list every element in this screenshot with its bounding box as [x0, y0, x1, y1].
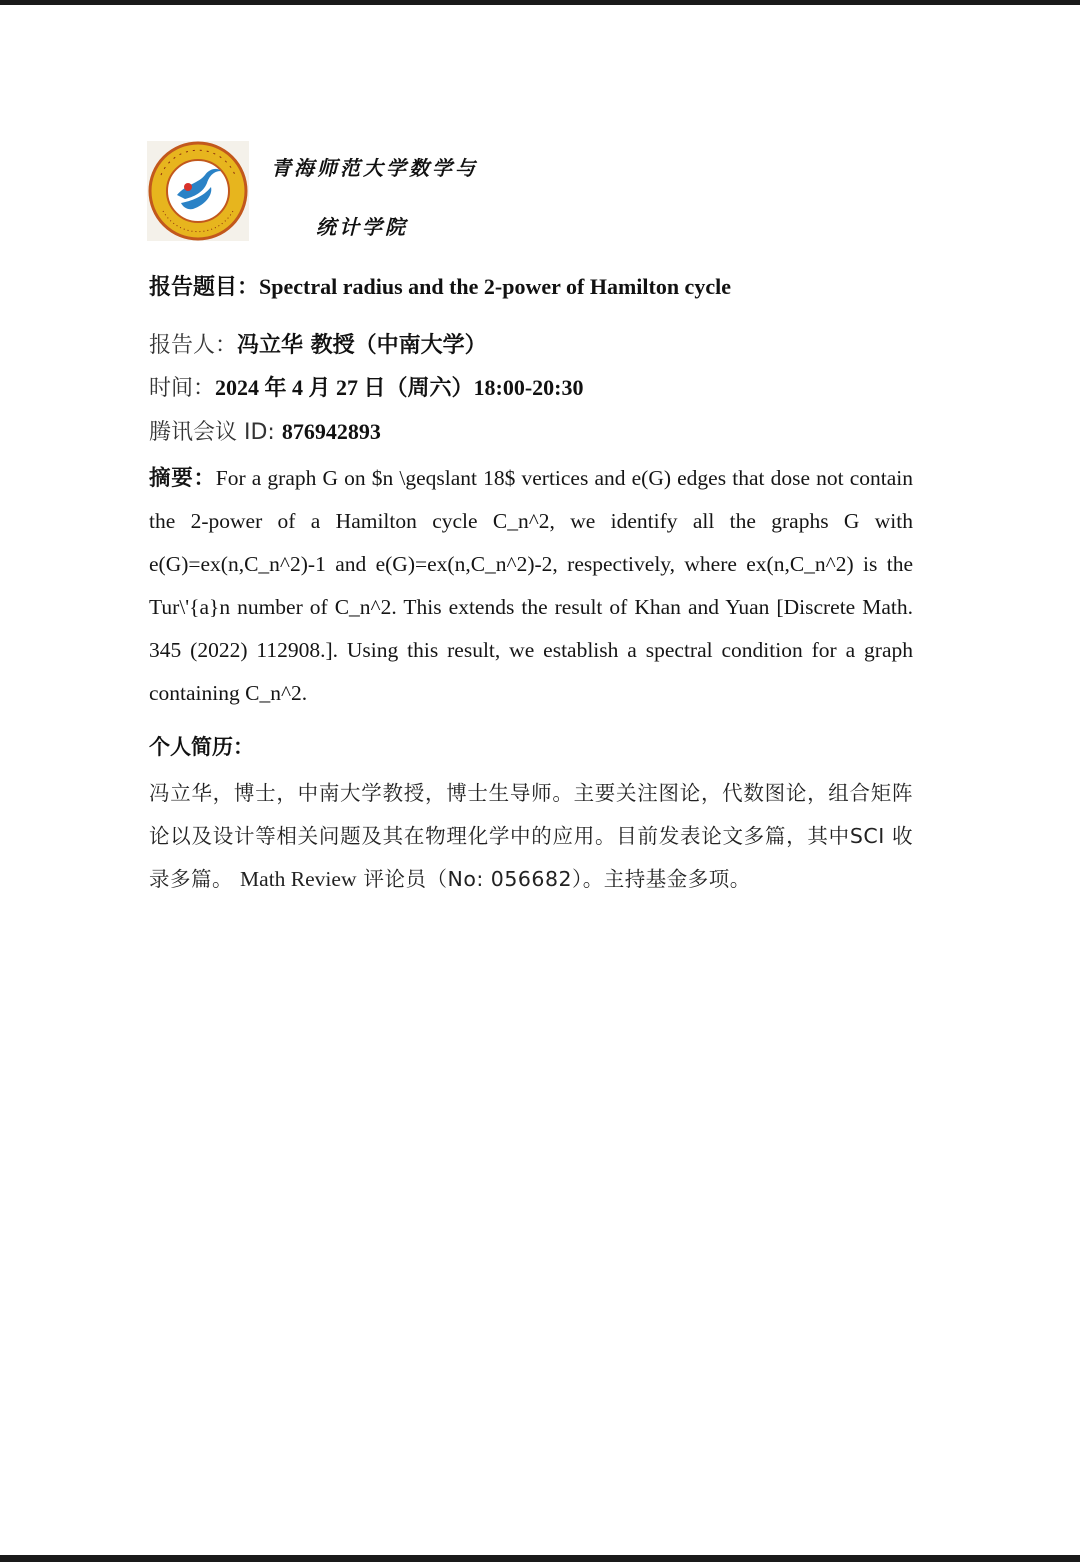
report-title: [149, 270, 731, 301]
institution-name-line1: 青海师范大学数学与: [271, 156, 478, 180]
speaker-label: 报告人：: [149, 333, 238, 358]
meeting-line: [149, 415, 381, 446]
time-value: 2024 年 4 月 27 日（周六）18:00-20:30: [215, 375, 584, 400]
bottom-border: [0, 1555, 1080, 1562]
time-line: [149, 371, 584, 402]
time-label: 时间：: [149, 376, 216, 401]
speaker-line: [149, 328, 487, 359]
speaker-value: 冯立华 教授（中南大学）: [237, 333, 487, 358]
bio-part2: Math Review: [240, 867, 357, 891]
top-border: [0, 0, 1080, 5]
abstract-text: For a graph G on $n \geqslant 18$ vertices and e(G) edges that dose not contain the 2-power of a Hamilton cycle C_n^2, we identify all the graphs G with e(G)=ex(n,C_n^2)-1 and e(G)=ex(n,C_n^2)-2, respectively, where ex(n,C_n^2) is the Tur\'{a}n number of C_n^2. This extends the result of Khan and Yuan [Discrete Math. 345 (2022) 112908.]. Using this result, we establish a spectral condition for a graph containing C_n^2.: [149, 466, 913, 705]
abstract: [149, 457, 913, 715]
bio-text: [149, 772, 913, 901]
university-logo: [147, 141, 249, 241]
abstract-label: 摘要：: [149, 466, 216, 491]
bio-part1: 冯立华，博士，中南大学教授，博士生导师。主要关注图论，代数图论，组合矩阵论以及设计等相关问题及其在物理化学中的应用。目前发表论文多篇，其中SCI 收录多篇。: [149, 781, 913, 891]
bio-part3: 评论员（No: 056682）。主持基金多项。: [356, 867, 751, 891]
report-title-text: Spectral radius and the 2-power of Hamilton cycle: [259, 274, 731, 299]
bio-heading: 个人简历：: [149, 735, 254, 759]
institution-name-line2: 统计学院: [316, 215, 408, 239]
meeting-label: 腾讯会议 ID:: [149, 420, 282, 445]
university-seal-icon: [147, 141, 249, 241]
meeting-id: 876942893: [281, 419, 381, 444]
report-title-label: 报告题目：: [149, 275, 260, 300]
